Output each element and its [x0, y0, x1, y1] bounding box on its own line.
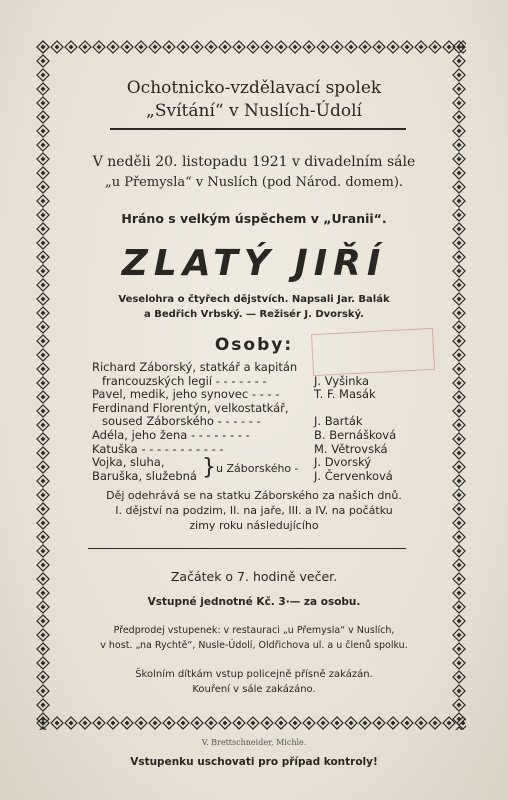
- mid-rule: [88, 548, 406, 549]
- setting-line-3: zimy roku následujícího: [189, 519, 319, 532]
- cast-actor: T. F. Masák: [314, 387, 376, 402]
- play-title: ZLATÝ JIŘÍ: [121, 243, 387, 284]
- cast-actor: J. Barták: [314, 414, 363, 429]
- cast-role: Ferdinand Florentýn, velkostatkář,: [92, 400, 289, 415]
- keep-ticket-note: Vstupenku uschovati pro případ kontroly!: [130, 756, 378, 768]
- play-subtitle-2: a Bedřich Vrbský. — Režisér J. Dvorský.: [144, 309, 364, 320]
- presale-line-1: Předprodej vstupenek: v restauraci „u Přemysla“ v Nuslích,: [113, 625, 395, 636]
- children-ban: Školním dítkám vstup policejně přísně zakázán.: [135, 669, 373, 680]
- cast-row: [92, 415, 412, 429]
- cast-role: Richard Záborský, statkář a kapitán: [92, 360, 298, 374]
- cast-role: Adéla, jeho žena - - - - - - - -: [92, 427, 250, 442]
- cast-actor: J. Dvorský: [314, 455, 372, 470]
- start-time: Začátek o 7. hodině večer.: [170, 569, 338, 584]
- cast-row: [92, 443, 412, 457]
- cast-row: [92, 375, 412, 389]
- setting-line-1: Děj odehrává se na statku Záborského za našich dnů.: [106, 489, 402, 502]
- cast-actor: M. Větrovská: [314, 441, 388, 456]
- event-venue: „u Přemysla“ v Nuslích (pod Národ. domem).: [104, 175, 404, 190]
- society-name: Ochotnicko-vzdělavací spolek: [126, 78, 382, 98]
- admission: Vstupné jednotné Kč. 3·— za osobu.: [147, 596, 361, 608]
- cast-actor: B. Bernášková: [314, 427, 397, 442]
- played-note: Hráno s velkým úspěchem v „Uranii“.: [121, 211, 387, 226]
- cast-row: [92, 429, 412, 443]
- society-location: „Svítání“ v Nuslích-Údolí: [146, 101, 362, 121]
- cast-role: francouzských legií - - - - - - -: [102, 373, 267, 388]
- cast-role: Katuška - - - - - - - - - - -: [92, 441, 224, 456]
- cast-role: Pavel, medik, jeho synovec - - - -: [92, 387, 280, 402]
- cast-row: [92, 402, 412, 416]
- cast-role: soused Záborského - - - - - -: [102, 414, 261, 429]
- setting-line-2: I. dějství na podzim, II. na jaře, III. a IV. na počátku: [115, 504, 393, 517]
- smoking-ban: Kouření v sále zakázáno.: [192, 684, 316, 695]
- cast-role: Baruška, služebná: [92, 468, 197, 483]
- ornamental-border-top: [36, 40, 466, 54]
- brace-symbol: }: [202, 455, 216, 480]
- cast-row: [92, 388, 412, 402]
- cast-list: [92, 361, 412, 483]
- cast-role: Vojka, sluha,: [92, 455, 165, 470]
- cast-row: [92, 361, 412, 375]
- event-date: V neděli 20. listopadu 1921 v divadelním sále: [92, 154, 416, 170]
- cast-actor: J. Červenková: [314, 468, 393, 483]
- printer-credit: V. Brettschneider, Michle.: [201, 738, 307, 747]
- presale-line-2: v host. „na Rychtě“, Nusle-Údolí, Oldřichova ul. a u členů spolku.: [100, 640, 408, 651]
- cast-heading: Osoby:: [214, 335, 294, 355]
- ornamental-border-bottom: [36, 716, 466, 730]
- brace-text: u Záborského -: [216, 462, 299, 475]
- cast-actor: J. Vyšinka: [314, 373, 370, 388]
- header-rule: [110, 128, 406, 130]
- play-subtitle-1: Veselohra o čtyřech dějstvích. Napsali Jar. Balák: [118, 294, 390, 305]
